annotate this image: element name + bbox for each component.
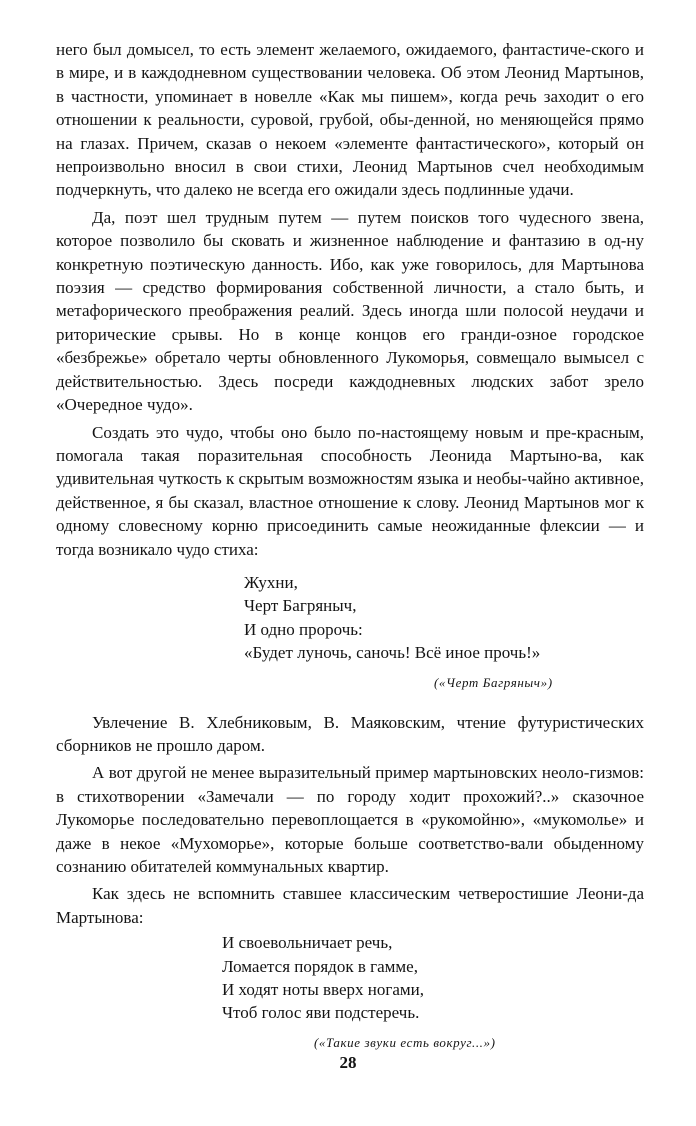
verse-line: И своевольничает речь, — [222, 933, 393, 953]
paragraph-3: Создать это чудо, чтобы оно было по-настоящему новым и пре-красным, помогала такая поразительная способность Леонида Мартыно-ва, как удивительная чуткость к скрытым возможностям языка и необы-чайно активное, действенное, я бы сказал, властное отношение к слову. Леонид Мартынов мог к одному словесному корню присоединить самые неожиданные флексии — и тогда возникало чудо стиха: — [56, 422, 644, 559]
verse-quote-1 — [244, 571, 644, 665]
verse-line: И одно пророчь: — [244, 619, 363, 639]
verse-line: Чтоб голос яви подстеречь. — [222, 1003, 420, 1023]
verse-line: И ходят ноты вверх ногами, — [222, 980, 424, 1000]
verse-line: Жухни, — [244, 572, 298, 592]
verse-line: «Будет луночь, саночь! Всё иное прочь!» — [244, 643, 541, 663]
paragraph-1: него был домысел, то есть элемент желаемого, ожидаемого, фантастиче-ского и в мире, и в каждодневном существовании человека. Об этом Леонид Мартынов, в частности, упоминает в новелле «Как мы пишем», когда речь заходит о его отношении к реальности, суровой, грубой, обы-денной, но меняющейся прямо на глазах. Причем, сказав о некоем «элементе фантастического», который он непроизвольно вносил в свои стихи, Леонид Мартынов счел необходимым подчеркнуть, что далеко не всегда его ожидали здесь подлинные удачи. — [56, 40, 644, 200]
paragraph-6: Как здесь не вспомнить ставшее классическим четверостишие Леони-да Мартынова: — [56, 884, 644, 927]
paragraph-4: Увлечение В. Хлебниковым, В. Маяковским, чтение футуристических сборников не прошло даром. — [56, 712, 644, 755]
verse-line: Ломается порядок в гамме, — [222, 956, 418, 976]
verse-quote-2 — [222, 931, 644, 1025]
page-body — [56, 38, 644, 1051]
paragraph-5: А вот другой не менее выразительный пример мартыновских неоло-гизмов: в стихотворении «Замечали — по городу ходит прохожий?..» сказочное Лукоморье последовательно перевоплощается в «рукомойню», «мукомолье» и даже в некое «Мухоморье», которые больше соответство-вали обыденному сознанию обитателей коммунальных квартир. — [56, 763, 644, 876]
verse-attribution-1: («Черт Багряныч») — [434, 674, 553, 690]
verse-attribution-2: («Такие звуки есть вокруг...») — [314, 1034, 496, 1050]
verse-line: Черт Багряныч, — [244, 596, 357, 616]
paragraph-2: Да, поэт шел трудным путем — путем поисков того чудесного звена, которое позволило бы сковать и жизненное наблюдение и фантазию в од-ну конкретную поэтическую данность. Ибо, как уже говорилось, для Мартынова поэзия — средство формирования собственной личности, а стало быть, и метафорического преображения реалий. Здесь иногда шли полосой неудачи и риторические срывы. Но в конце концов его гранди-озное городское «безбрежье» обретало черты обновленного Лукоморья, совмещало вымысел с действительностью. Здесь посреди каждодневных людских забот зрело «Очередное чудо». — [56, 207, 644, 415]
page-number: 28 — [339, 1053, 357, 1072]
